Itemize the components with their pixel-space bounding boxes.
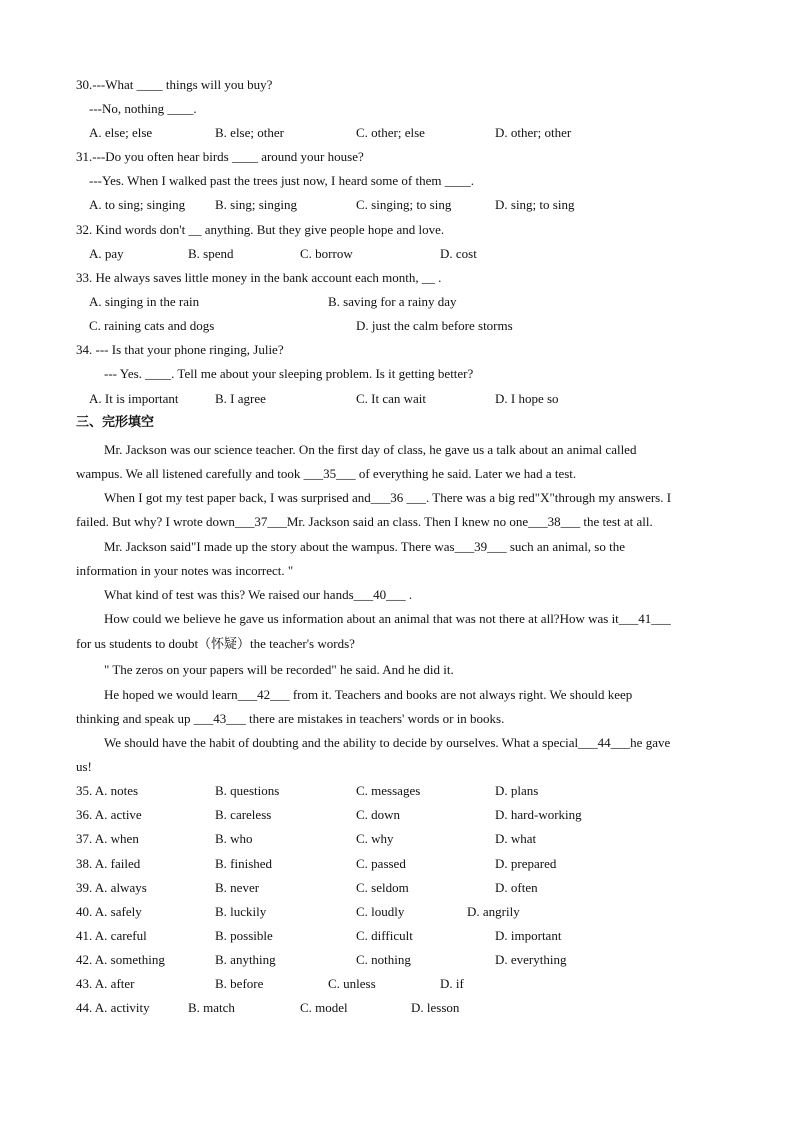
- cloze-39-option-c: C. seldom: [356, 880, 409, 895]
- cloze-43-option-a: 43. A. after: [76, 976, 135, 991]
- cloze-42-option-a: 42. A. something: [76, 952, 165, 967]
- passage-line: failed. But why? I wrote down___37___Mr. Jackson said an class. Then I knew no one___38___ the test at all.: [76, 514, 653, 529]
- question-34-option-c: C. It can wait: [356, 391, 427, 406]
- question-31-option-a: A. to sing; singing: [89, 197, 186, 212]
- cloze-36-option-b: B. careless: [215, 807, 272, 822]
- question-32-stem: 32. Kind words don't __ anything. But they give people hope and love.: [76, 222, 445, 237]
- question-31-option-c: C. singing; to sing: [356, 197, 452, 212]
- question-31-option-d: D. sing; to sing: [495, 197, 575, 212]
- question-34-option-a: A. It is important: [89, 391, 179, 406]
- cloze-41-option-d: D. important: [495, 928, 562, 943]
- question-30-option-b: B. else; other: [215, 125, 284, 140]
- cloze-35-option-d: D. plans: [495, 783, 539, 798]
- cloze-37-option-a: 37. A. when: [76, 831, 139, 846]
- passage-line: for us students to doubt（怀疑）the teacher's words?: [76, 636, 355, 651]
- cloze-38-option-c: C. passed: [356, 856, 406, 871]
- cloze-36-option-d: D. hard-working: [495, 807, 582, 822]
- passage-line: How could we believe he gave us information about an animal that was not there at all?How was it___41___: [104, 611, 671, 626]
- cloze-40-option-a: 40. A. safely: [76, 904, 142, 919]
- cloze-43-option-c: C. unless: [328, 976, 376, 991]
- cloze-40-option-d: D. angrily: [467, 904, 520, 919]
- cloze-38-option-a: 38. A. failed: [76, 856, 141, 871]
- passage-line: He hoped we would learn___42___ from it. Teachers and books are not always right. We should keep: [104, 687, 633, 702]
- cloze-35-option-a: 35. A. notes: [76, 783, 139, 798]
- question-32-option-a: A. pay: [89, 246, 124, 261]
- question-33-option-a: A. singing in the rain: [89, 294, 200, 309]
- question-30-option-a: A. else; else: [89, 125, 153, 140]
- cloze-41-option-b: B. possible: [215, 928, 273, 943]
- section-heading: 三、完形填空: [76, 415, 155, 430]
- cloze-35-option-c: C. messages: [356, 783, 421, 798]
- cloze-40-option-b: B. luckily: [215, 904, 267, 919]
- cloze-39-option-d: D. often: [495, 880, 538, 895]
- cloze-35-option-b: B. questions: [215, 783, 280, 798]
- cloze-41-option-a: 41. A. careful: [76, 928, 147, 943]
- question-31-stem: 31.---Do you often hear birds ____ around your house?: [76, 149, 364, 164]
- cloze-43-option-d: D. if: [440, 976, 464, 991]
- cloze-44-option-a: 44. A. activity: [76, 1000, 150, 1015]
- question-32-option-c: C. borrow: [300, 246, 353, 261]
- passage-line: We should have the habit of doubting and the ability to decide by ourselves. What a special___44___he gave: [104, 735, 671, 750]
- cloze-37-option-c: C. why: [356, 831, 394, 846]
- cloze-39-option-a: 39. A. always: [76, 880, 147, 895]
- passage-line: wampus. We all listened carefully and took ___35___ of everything he said. Later we had a test.: [76, 466, 577, 481]
- question-30-option-d: D. other; other: [495, 125, 572, 140]
- passage-line: Mr. Jackson said"I made up the story about the wampus. There was___39___ such an animal, so the: [104, 539, 625, 554]
- question-32-option-b: B. spend: [188, 246, 234, 261]
- passage-line: thinking and speak up ___43___ there are mistakes in teachers' words or in books.: [76, 711, 505, 726]
- cloze-39-option-b: B. never: [215, 880, 260, 895]
- cloze-38-option-b: B. finished: [215, 856, 273, 871]
- passage-line: Mr. Jackson was our science teacher. On the first day of class, he gave us a talk about an animal called: [104, 442, 637, 457]
- cloze-36-option-c: C. down: [356, 807, 401, 822]
- question-34-option-d: D. I hope so: [495, 391, 559, 406]
- question-34-stem: 34. --- Is that your phone ringing, Julie?: [76, 342, 284, 357]
- question-33-option-c: C. raining cats and dogs: [89, 318, 215, 333]
- passage-line: When I got my test paper back, I was surprised and___36 ___. There was a big red"X"through my answers. I: [104, 490, 672, 505]
- question-30-option-c: C. other; else: [356, 125, 425, 140]
- cloze-41-option-c: C. difficult: [356, 928, 413, 943]
- question-33-option-d: D. just the calm before storms: [356, 318, 513, 333]
- cloze-42-option-b: B. anything: [215, 952, 276, 967]
- cloze-42-option-c: C. nothing: [356, 952, 411, 967]
- cloze-37-option-b: B. who: [215, 831, 253, 846]
- question-31-option-b: B. sing; singing: [215, 197, 297, 212]
- passage-line: information in your notes was incorrect. ": [76, 563, 294, 578]
- cloze-40-option-c: C. loudly: [356, 904, 405, 919]
- question-32-option-d: D. cost: [440, 246, 477, 261]
- cloze-38-option-d: D. prepared: [495, 856, 557, 871]
- question-30-stem: 30.---What ____ things will you buy?: [76, 77, 273, 92]
- question-33-option-b: B. saving for a rainy day: [328, 294, 457, 309]
- question-34-reply: --- Yes. ____. Tell me about your sleeping problem. Is it getting better?: [104, 366, 474, 381]
- cloze-43-option-b: B. before: [215, 976, 264, 991]
- question-31-reply: ---Yes. When I walked past the trees just now, I heard some of them ____.: [89, 173, 474, 188]
- question-33-stem: 33. He always saves little money in the bank account each month, __ .: [76, 270, 442, 285]
- cloze-44-option-b: B. match: [188, 1000, 235, 1015]
- cloze-42-option-d: D. everything: [495, 952, 567, 967]
- passage-line: " The zeros on your papers will be recorded" he said. And he did it.: [104, 662, 454, 677]
- question-30-reply: ---No, nothing ____.: [89, 101, 197, 116]
- cloze-44-option-d: D. lesson: [411, 1000, 460, 1015]
- passage-line: us!: [76, 759, 92, 774]
- cloze-37-option-d: D. what: [495, 831, 537, 846]
- passage-line: What kind of test was this? We raised our hands___40___ .: [104, 587, 413, 602]
- cloze-36-option-a: 36. A. active: [76, 807, 142, 822]
- cloze-44-option-c: C. model: [300, 1000, 348, 1015]
- question-34-option-b: B. I agree: [215, 391, 266, 406]
